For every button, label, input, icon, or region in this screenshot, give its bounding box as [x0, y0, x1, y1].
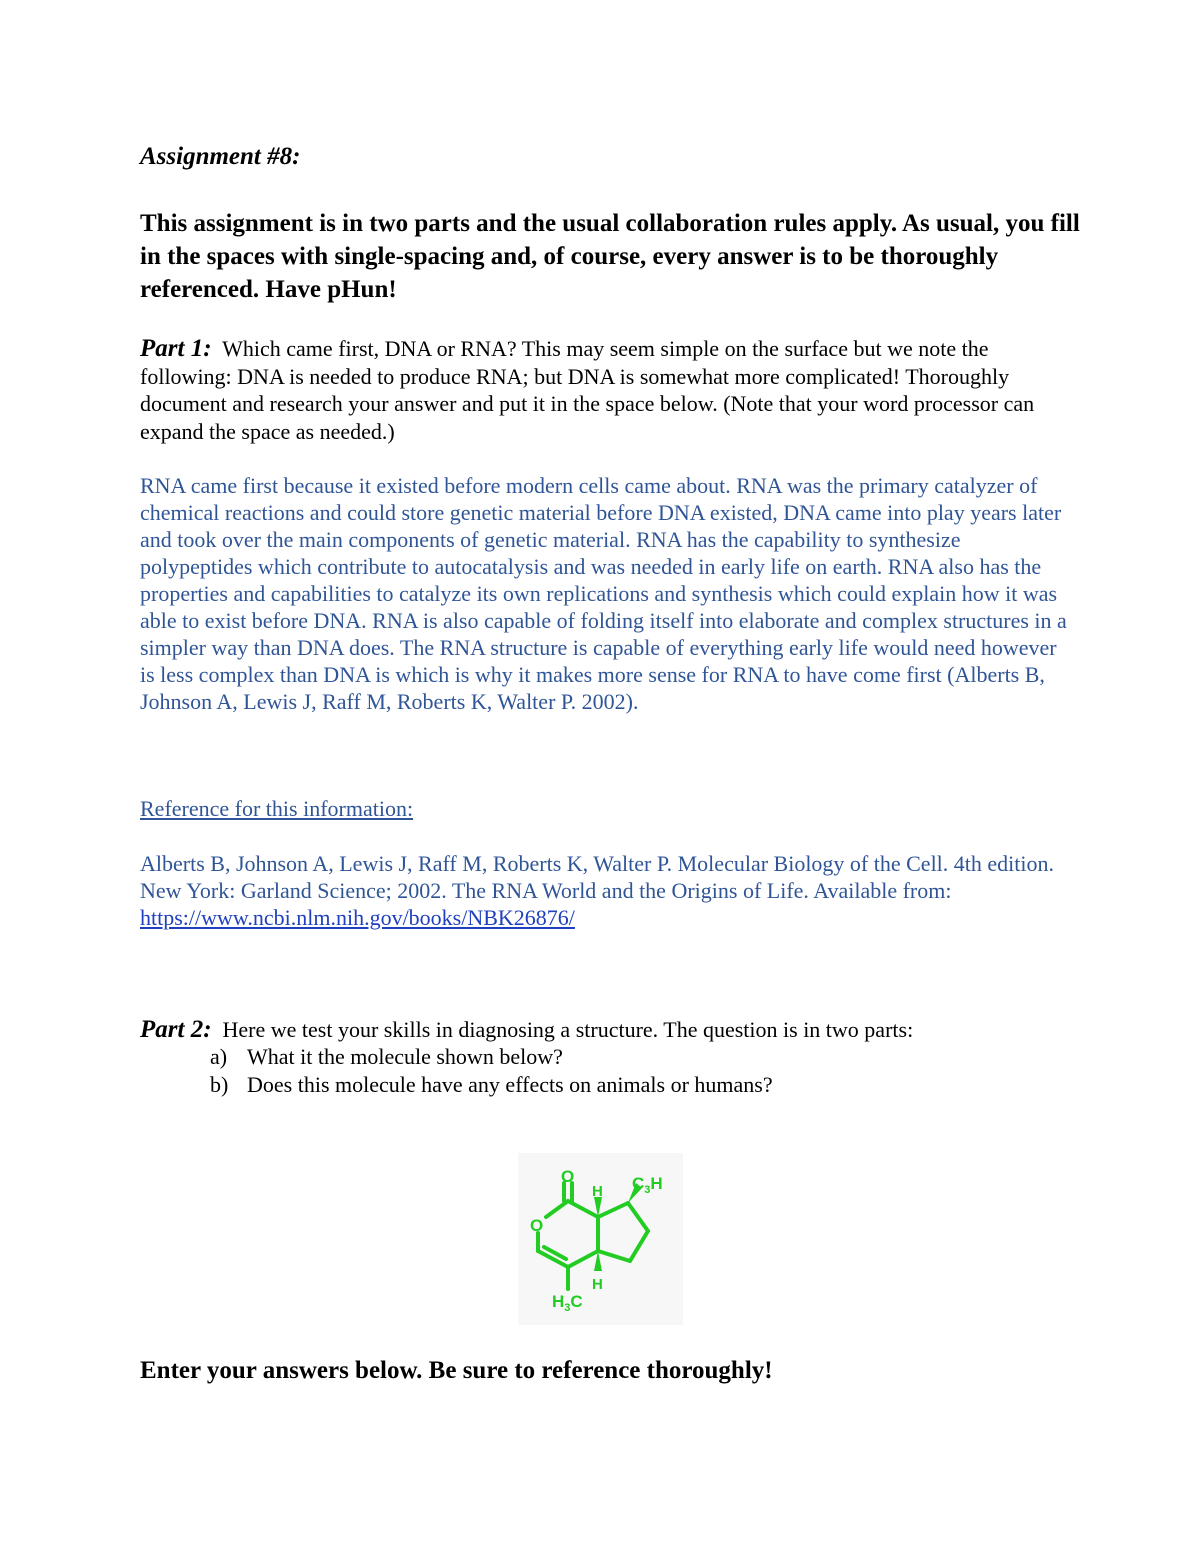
- atom-label-subscript: 3: [644, 1184, 651, 1196]
- atom-label: O: [561, 1167, 575, 1186]
- reference-link[interactable]: https://www.ncbi.nlm.nih.gov/books/NBK26876/: [140, 905, 575, 930]
- reference-text: Alberts B, Johnson A, Lewis J, Raff M, Roberts K, Walter P. Molecular Biology of the Cell. 4th edition. New York: Garland Science; 2002. The RNA World and the Origins of Life. Available from:: [140, 851, 1055, 903]
- reference-citation: [140, 850, 1070, 931]
- part1-question: Which came first, DNA or RNA? This may seem simple on the surface but we note the following: DNA is needed to produce RNA; but DNA is somewhat more complicated! Thoroughly document and research your answer and put it in the space below. (Note that your word processor can expand the space as needed.): [140, 336, 1035, 444]
- assignment-intro: This assignment is in two parts and the usual collaboration rules apply. As usual, you fill in the spaces with single-spacing and, of course, every answer is to be thoroughly referenced. Have pHun!: [140, 210, 1080, 303]
- atom-label: O: [530, 1216, 544, 1235]
- part2-label: Part 2:: [140, 1016, 212, 1043]
- molecule-structure-drawing: [518, 1153, 683, 1325]
- closing-instruction: Enter your answers below. Be sure to reference thoroughly!: [140, 1357, 773, 1384]
- atom-label: [632, 1174, 663, 1196]
- list-item: [210, 1071, 773, 1099]
- list-item-text: Does this molecule have any effects on animals or humans?: [247, 1072, 773, 1097]
- list-item: [210, 1043, 773, 1071]
- atom-label-part: C: [632, 1174, 645, 1193]
- part1-label: Part 1:: [140, 335, 212, 362]
- part1-question-block: [140, 335, 1060, 445]
- molecule-structure-image: [518, 1153, 683, 1325]
- reference-heading: Reference for this information:: [140, 796, 414, 821]
- part2-question: Here we test your skills in diagnosing a structure. The question is in two parts:: [222, 1017, 914, 1042]
- part2-question-block: [140, 1016, 1080, 1044]
- list-marker: b): [210, 1072, 229, 1097]
- atom-label: H: [592, 1183, 603, 1200]
- atom-label-part: H: [552, 1292, 565, 1311]
- list-item-text: What it the molecule shown below?: [247, 1044, 563, 1069]
- part2-question-list: [210, 1043, 773, 1099]
- atom-label-part: C: [570, 1292, 583, 1311]
- atom-label-part: H: [650, 1174, 663, 1193]
- list-marker: a): [210, 1044, 228, 1069]
- assignment-title: Assignment #8:: [140, 143, 301, 170]
- atom-label: H: [592, 1276, 603, 1293]
- atom-label-subscript: 3: [564, 1302, 571, 1314]
- part1-answer[interactable]: RNA came first because it existed before modern cells came about. RNA was the primary catalyzer of chemical reactions and could store genetic material before DNA existed, DNA came into play years later and took over the main components of genetic material. RNA has the capability to synthesize polypeptides which contribute to autocatalysis and was needed in early life on earth. RNA also has the properties and capabilities to catalyze its own replications and synthesis which could explain how it was able to exist before DNA. RNA is also capable of folding itself into elaborate and complex structures in a simpler way than DNA does. The RNA structure is capable of everything early life would need however is less complex than DNA is which is why it makes more sense for RNA to have come first (Alberts B, Johnson A, Lewis J, Raff M, Roberts K, Walter P. 2002).: [140, 473, 1067, 714]
- atom-label: [552, 1292, 583, 1314]
